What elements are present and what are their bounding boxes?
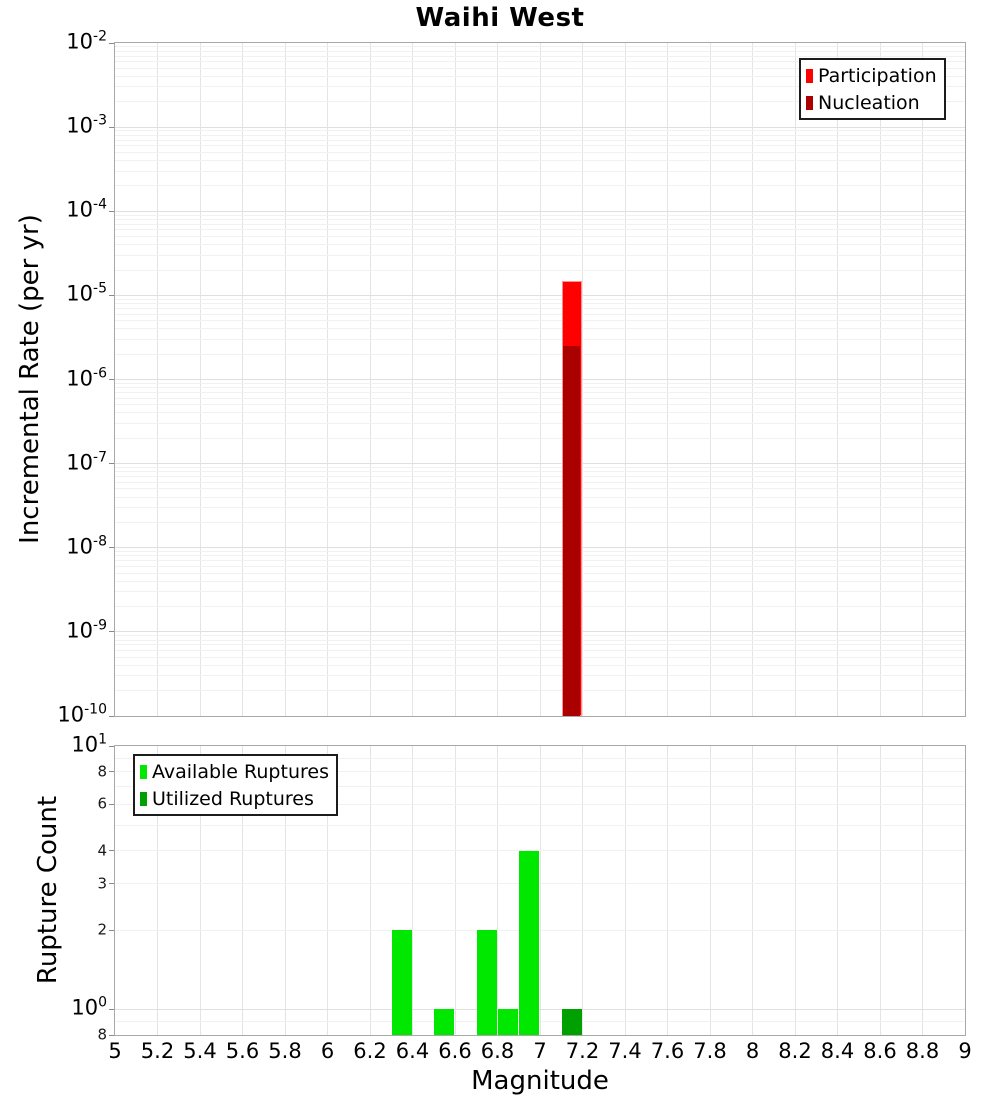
h-gridline-minor [115, 883, 965, 884]
y-tick-label: $10^{-8}$ [66, 533, 107, 559]
v-gridline [752, 746, 753, 1035]
tick-mark [109, 295, 114, 296]
h-gridline-minor [115, 566, 965, 567]
tick-mark [109, 127, 114, 128]
x-tick-label: 7 [533, 1039, 547, 1063]
v-gridline [667, 746, 668, 1035]
tick-mark [109, 930, 114, 931]
legend-item-available-ruptures [140, 758, 329, 785]
tick-mark [109, 771, 114, 772]
legend-item-nucleation [806, 89, 937, 116]
h-gridline-minor [115, 135, 965, 136]
available-ruptures-marker-icon [140, 765, 147, 779]
x-tick-label: 6.4 [395, 1039, 430, 1063]
y-tick-label: 6 [97, 794, 107, 813]
tick-mark [109, 1009, 114, 1010]
v-gridline [837, 746, 838, 1035]
h-gridline-major [115, 547, 965, 548]
tick-mark [109, 43, 114, 44]
h-gridline-minor [115, 56, 965, 57]
tick-mark [109, 211, 114, 212]
h-gridline-major [115, 127, 965, 128]
legend-label-available-ruptures: Available Ruptures [152, 760, 329, 783]
x-tick-label: 8 [745, 1039, 760, 1063]
h-gridline-minor [115, 229, 965, 230]
available-ruptures-bar [392, 930, 412, 1035]
x-tick-label: 8.6 [863, 1039, 897, 1063]
v-gridline [412, 746, 413, 1035]
y-tick-label: $10^0$ [71, 994, 107, 1020]
y-tick-label: $10^{-2}$ [66, 28, 107, 54]
nucleation-marker-icon [806, 96, 813, 110]
tick-mark [109, 804, 114, 805]
tick-mark [109, 883, 114, 884]
y-tick-label: $10^1$ [71, 731, 107, 757]
legend-label-utilized-ruptures: Utilized Ruptures [152, 787, 314, 810]
available-ruptures-bar [519, 851, 539, 1035]
y-axis-label-rupture-count: Rupture Count [33, 795, 63, 985]
y-tick-label: $10^{-10}$ [57, 701, 107, 727]
v-gridline [540, 746, 541, 1035]
utilized-ruptures-bar [562, 1009, 582, 1035]
h-gridline-minor [115, 476, 965, 477]
v-gridline [710, 746, 711, 1035]
y-tick-label: 8 [97, 762, 107, 781]
h-gridline-major [115, 295, 965, 296]
h-gridline-minor [115, 650, 965, 651]
v-gridline [880, 746, 881, 1035]
utilized-ruptures-marker-icon [140, 792, 147, 806]
h-gridline-minor [115, 850, 965, 851]
legend-item-participation [806, 62, 937, 89]
h-gridline-minor [115, 219, 965, 220]
h-gridline-minor [115, 236, 965, 237]
h-gridline-minor [115, 930, 965, 931]
h-gridline-minor [115, 383, 965, 384]
x-tick-label: 7.8 [693, 1039, 727, 1063]
h-gridline-minor [115, 825, 965, 826]
h-gridline-minor [115, 635, 965, 636]
h-gridline-minor [115, 412, 965, 413]
tick-mark [109, 631, 114, 632]
v-gridline [625, 746, 626, 1035]
y-tick-label: 4 [97, 841, 107, 860]
legend-label-participation: Participation [818, 64, 937, 87]
x-tick-label: 7.6 [650, 1039, 685, 1063]
y-tick-label: $10^{-9}$ [66, 617, 107, 643]
x-tick-label: 5.4 [183, 1039, 217, 1063]
h-gridline-minor [115, 471, 965, 472]
h-gridline-minor [115, 171, 965, 172]
h-gridline-minor [115, 244, 965, 245]
v-gridline [455, 746, 456, 1035]
h-gridline-minor [115, 488, 965, 489]
tick-mark [109, 1035, 114, 1036]
available-ruptures-bar [434, 1009, 454, 1035]
h-gridline-minor [115, 438, 965, 439]
h-gridline-minor [115, 140, 965, 141]
x-tick-label: 5.2 [140, 1039, 175, 1063]
nucleation-bar [563, 346, 580, 716]
h-gridline-minor [115, 130, 965, 131]
x-tick-label: 8.4 [820, 1039, 855, 1063]
h-gridline-minor [115, 354, 965, 355]
x-tick-label: 5 [108, 1039, 122, 1063]
x-tick-label: 8.8 [905, 1039, 940, 1063]
x-tick-label: 6.2 [353, 1039, 387, 1063]
y-tick-label: $10^{-7}$ [66, 449, 107, 475]
x-tick-label: 5.8 [268, 1039, 302, 1063]
tick-mark [109, 716, 114, 717]
tick-mark [109, 379, 114, 380]
h-gridline-minor [115, 145, 965, 146]
x-tick-label: 8.2 [778, 1039, 812, 1063]
h-gridline-minor [115, 308, 965, 309]
x-tick-label: 6 [320, 1039, 335, 1063]
h-gridline-major [115, 211, 965, 212]
x-tick-label: 5.6 [225, 1039, 260, 1063]
v-gridline [582, 746, 583, 1035]
v-gridline [497, 746, 498, 1035]
v-gridline [795, 746, 796, 1035]
h-gridline-minor [115, 581, 965, 582]
h-gridline-minor [115, 591, 965, 592]
h-gridline-major [115, 631, 965, 632]
x-axis-label-magnitude: Magnitude [471, 1066, 609, 1096]
y-tick-label: $10^{-6}$ [66, 364, 107, 390]
h-gridline-minor [115, 467, 965, 468]
h-gridline-minor [115, 185, 965, 186]
x-tick-label: 6.8 [480, 1039, 515, 1063]
h-gridline-minor [115, 551, 965, 552]
legend-item-utilized-ruptures [140, 785, 329, 812]
h-gridline-minor [115, 665, 965, 666]
v-gridline [922, 746, 923, 1035]
h-gridline-major [115, 379, 965, 380]
y-tick-label: $10^{-5}$ [66, 280, 107, 306]
available-ruptures-bar [498, 1009, 518, 1035]
y-tick-label: 8 [97, 1025, 107, 1044]
h-gridline-minor [115, 46, 965, 47]
x-tick-label: 9 [958, 1039, 972, 1063]
y-axis-label-incremental-rate: Incremental Rate (per yr) [15, 214, 45, 544]
tick-mark [109, 746, 114, 747]
h-gridline-minor [115, 255, 965, 256]
h-gridline-minor [115, 497, 965, 498]
h-gridline-minor [115, 404, 965, 405]
h-gridline-minor [115, 398, 965, 399]
h-gridline-minor [115, 270, 965, 271]
y-tick-label: $10^{-4}$ [66, 196, 107, 222]
h-gridline-minor [115, 522, 965, 523]
h-gridline-minor [115, 644, 965, 645]
h-gridline-minor [115, 314, 965, 315]
h-gridline-minor [115, 690, 965, 691]
count-legend [133, 754, 338, 816]
h-gridline-major [115, 463, 965, 464]
legend-label-nucleation: Nucleation [818, 91, 920, 114]
h-gridline-minor [115, 555, 965, 556]
h-gridline-minor [115, 657, 965, 658]
h-gridline-minor [115, 224, 965, 225]
participation-marker-icon [806, 69, 813, 83]
h-gridline-minor [115, 560, 965, 561]
h-gridline-minor [115, 675, 965, 676]
y-tick-label: 2 [97, 920, 107, 939]
h-gridline-minor [115, 328, 965, 329]
y-tick-label: 3 [97, 874, 107, 893]
x-tick-label: 6.6 [438, 1039, 472, 1063]
h-gridline-major [115, 1009, 965, 1010]
h-gridline-minor [115, 423, 965, 424]
tick-mark [109, 463, 114, 464]
h-gridline-minor [115, 303, 965, 304]
h-gridline-minor [115, 640, 965, 641]
h-gridline-minor [115, 1021, 965, 1022]
tick-mark [109, 547, 114, 548]
h-gridline-minor [115, 51, 965, 52]
x-tick-label: 7.2 [565, 1039, 600, 1063]
h-gridline-minor [115, 320, 965, 321]
h-gridline-minor [115, 152, 965, 153]
available-ruptures-bar [477, 930, 497, 1035]
h-gridline-minor [115, 392, 965, 393]
chart-title: Waihi West [415, 3, 585, 33]
h-gridline-minor [115, 160, 965, 161]
h-gridline-minor [115, 387, 965, 388]
h-gridline-minor [115, 215, 965, 216]
h-gridline-minor [115, 507, 965, 508]
h-gridline-minor [115, 573, 965, 574]
tick-mark [109, 850, 114, 851]
rate-plot-area [114, 42, 966, 717]
v-gridline [370, 746, 371, 1035]
h-gridline-minor [115, 339, 965, 340]
h-gridline-minor [115, 299, 965, 300]
y-tick-label: $10^{-3}$ [66, 112, 107, 138]
h-gridline-minor [115, 606, 965, 607]
x-tick-label: 7.4 [608, 1039, 642, 1063]
rate-legend [799, 58, 946, 120]
h-gridline-minor [115, 482, 965, 483]
